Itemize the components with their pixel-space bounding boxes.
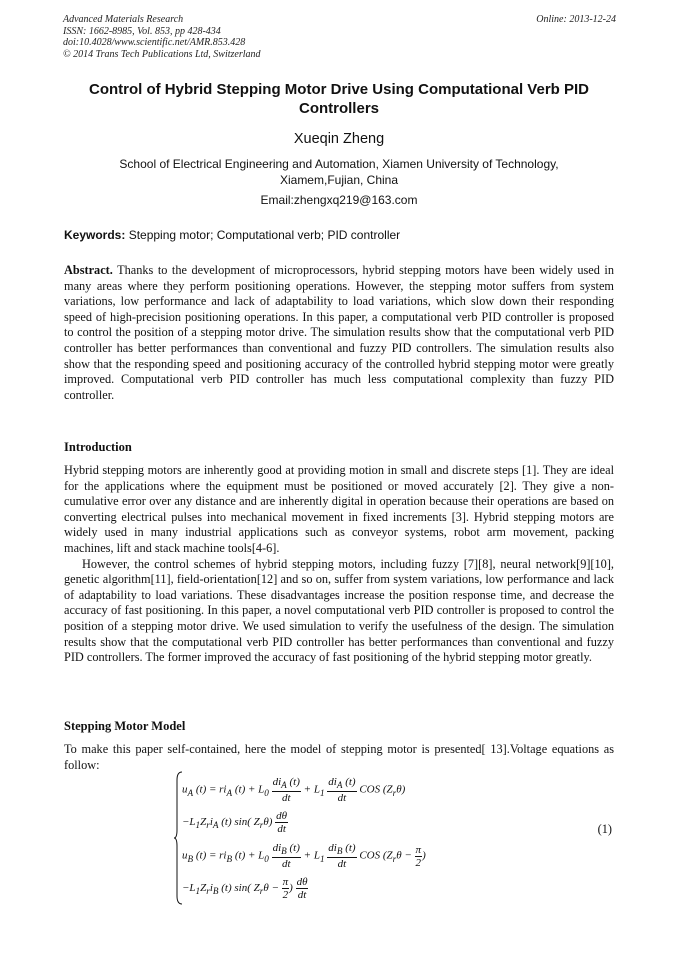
author-name: Xueqin Zheng [293,131,385,147]
introduction-paragraph-2: However, the control schemes of hybrid stepping motors, including fuzzy [7][8], neural network[9][10], genetic algorithm[11], field-orientation[12] and so on, suffer from system variations, low performance and lack of adaptability to load variations. These disadvantages increase the position response time, and decrease the accuracy of fast positioning. In this paper, a novel computational verb PID controller is proposed to control the position of a stepping motor drive. We used simulation to verify the usefulness of the design. The simulation results show that the computational verb PID controller has better performances than conventional and fuzzy PID controllers. The former improved the accuracy of fast positioning of the hybrid stepping motor greatly. [64,556,614,665]
affiliation: School of Electrical Engineering and Automation, Xiamen University of Technology, Xiamem,Fujian, China [119,157,559,187]
equation-line-1: $u_A$ $(t) = ri_A$ $(t) + L_0$ $\frac{di_A (t)}{dt}$ + $L_1$ $\frac{di_A (t)}{dt}$ COS $(Z_r\theta)$ [182,776,406,805]
abstract-label: Abstract. [64,263,113,277]
doi: doi:10.4028/www.scientific.net/AMR.853.428 [63,37,246,48]
equation-line-2: $-L_1Z_ri_A$ (t) sin( $Z_r\theta$) $\frac{d\theta}{dt}$ [182,810,288,835]
introduction-heading: Introduction [64,440,132,454]
introduction-paragraph-1: Hybrid stepping motors are inherently good at providing motion in small and discrete steps [1]. They are ideal for the applications where the equipment must be positioned or moved accurately [2]. They give a non-cumulative error over any distance and are inherently digital in operation because their operations are based on converting electrical pulses into mechanical movement in fixed increments [3]. Hybrid stepping motors are widely used in many industrial applications such as conveyor systems, robot arm movement, packing machines, lift and stack machine tools[4-6]. [64,463,614,555]
model-paragraph: To make this paper self-contained, here the model of stepping motor is presented[ 13].Voltage equations as follow: [64,742,614,772]
equation-number: (1) [597,822,612,836]
equation-line-4: $-L_1Z_ri_B$ (t) sin( $Z_r\theta$ − $\frac{\pi}{2}$ ) $\frac{d\theta}{dt}$ [182,876,308,901]
paper-title: Control of Hybrid Stepping Motor Drive Using Computational Verb PID Controllers [88,81,589,117]
abstract [64,263,614,403]
voltage-equations [174,770,514,906]
author-email: Email:zhengxq219@163.com [260,193,418,207]
journal-meta [63,14,261,60]
equation-line-3: $u_B$ $(t) = ri_B$ $(t) + L_0$ $\frac{di_B (t)}{dt}$ + $L_1$ $\frac{di_B (t)}{dt}$ COS ($Z_r\theta$ − $\frac{\pi}{2}$ ) [182,842,426,871]
journal-name: Advanced Materials Research [63,14,184,25]
issn: ISSN: 1662-8985, Vol. 853, pp 428-434 [63,25,221,37]
abstract-text: Thanks to the development of microprocessors, hybrid stepping motors have been widely used in many areas where they perform positioning operations. However, the stepping motor suffers from system variations, low performance and lack of adaptability to load variations, which slow down their responding speed of high-precision positioning operations. In this paper, a computational verb PID controller is proposed to control the position of a stepping motor drive. The simulation results show that the computational verb PID controller has better performances than conventional and fuzzy PID controllers. The simulation results also show that the responding speed and positioning accuracy of the controlled hybrid stepping motor were greatly improved. Computational verb PID controller has much less computational complexity than fuzzy PID controller. [64,263,614,402]
online-date: Online: 2013-12-24 [536,14,616,25]
copyright: © 2014 Trans Tech Publications Ltd, Switzerland [63,48,261,60]
keywords-text: Stepping motor; Computational verb; PID controller [125,228,401,242]
introduction-body [64,463,614,666]
keywords-label: Keywords: [64,228,126,242]
keywords [64,228,614,242]
model-heading: Stepping Motor Model [64,719,186,733]
